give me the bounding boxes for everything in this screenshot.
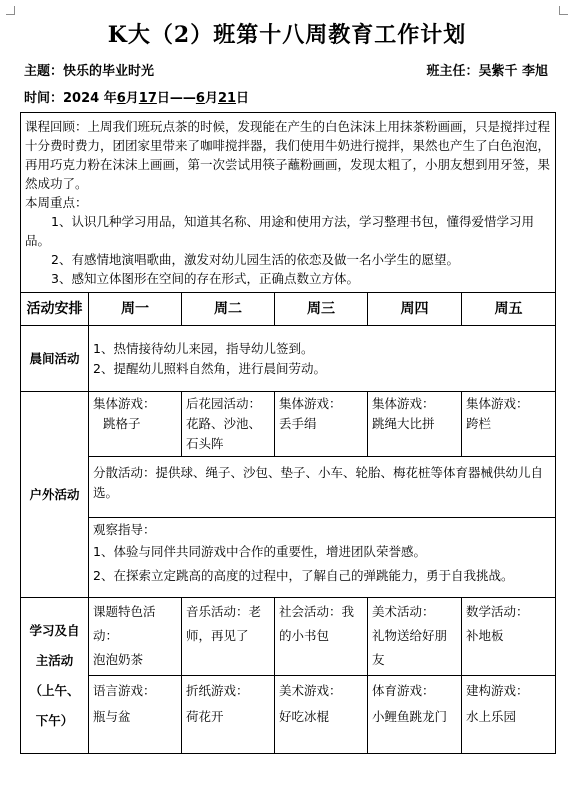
study-label-line: 下午） [35,712,74,728]
study-am-mon [89,598,182,676]
activity-title: 社会活动：我的小书包 [279,604,355,643]
activity-name: 水上乐园 [466,709,517,724]
study-label-line: 学习及自 [29,622,80,638]
study-pm-thu [368,676,462,754]
study-am-tue [182,598,275,676]
observe-cell [89,518,556,598]
activity-name: 荷花开 [186,709,224,724]
activity-name: 小鲤鱼跳龙门 [372,709,448,724]
course-review-text: 课程回顾：上周我们班玩点茶的时候，发现能在产生的白色沫沫上用抹茶粉画画，只是搅拌过程十分费时费力，团团家里带来了咖啡搅拌器，我们使用牛奶进行搅拌，果然也产生了白色泡泡，再用巧克力粉在沫沫上画画，第一次尝试用筷子蘸粉画画，发现太粗了，小朋友想到用牙签，果然成功了。 [25,119,551,191]
activity-title: 折纸游戏： [186,683,249,698]
corner-mark-right [559,6,568,15]
focus-item: 3、感知立体图形在空间的存在形式，正确点数立方体。 [51,271,359,286]
day-header-mon: 周一 [89,293,182,326]
month-unit: 月 [125,91,139,106]
activity-title: 美术活动： [372,604,435,619]
plan-table [20,112,556,754]
activity-title: 美术游戏： [279,683,342,698]
morning-item: 2、提醒幼儿照料自然角，进行晨间劳动。 [93,360,326,376]
day-header-thu: 周四 [368,293,462,326]
corner-mark-left [6,6,15,15]
activity-title: 体育游戏： [372,683,435,698]
activity-name: 瓶与盆 [93,709,131,724]
activity-name: 礼物送给好朋友 [372,628,448,667]
outdoor-observe-row [21,518,556,598]
meta-row [24,60,548,80]
outdoor-game-mon [89,392,182,457]
activity-name: 补地板 [466,628,504,643]
focus-label: 本周重点： [25,195,88,210]
study-pm-tue [182,676,275,754]
outdoor-game-thu [368,392,462,457]
teachers-text: 班主任：吴紫千 李旭 [426,64,548,79]
game-name: 跨栏 [466,416,492,431]
game-name: 花路、沙池、石头阵 [186,416,262,451]
day-header-tue: 周二 [182,293,275,326]
study-am-row [21,598,556,676]
end-month: 6 [195,91,205,106]
morning-row [21,326,556,392]
activity-name: 泡泡奶茶 [93,652,144,667]
study-pm-wed [275,676,368,754]
header-row [21,293,556,326]
start-month: 6 [116,91,126,106]
activity-title: 数学活动： [466,604,529,619]
game-name: 跳绳大比拼 [372,416,435,431]
time-row [24,87,249,106]
focus-item: 1、认识几种学习用品，知道其名称、用途和使用方法，学习整理书包，懂得爱惜学习用品。 [25,214,534,248]
activity-title: 音乐活动：老师，再见了 [186,604,262,643]
outdoor-game-fri [462,392,556,457]
outdoor-label: 户外活动 [21,392,89,598]
game-title: 集体游戏： [372,396,435,411]
activity-title: 课题特色活动： [93,604,156,643]
day-header-wed: 周三 [275,293,368,326]
study-label-line: （上午、 [29,682,80,698]
time-label: 时间：2024 年 [24,91,117,106]
outdoor-game-tue [182,392,275,457]
study-label [21,598,89,754]
study-am-wed [275,598,368,676]
day-unit-dash: 日—— [156,91,196,106]
day-header-fri: 周五 [462,293,556,326]
morning-label: 晨间活动 [21,326,89,392]
study-label-line: 主活动 [35,652,74,668]
activity-title: 建构游戏： [466,683,529,698]
focus-item: 2、有感情地演唱歌曲，激发对幼儿园生活的依恋及做一名小学生的愿望。 [51,252,459,267]
theme-text: 主题：快乐的毕业时光 [24,64,155,79]
study-am-fri [462,598,556,676]
observe-label: 观察指导： [93,522,156,537]
month-unit-2: 月 [204,91,218,106]
game-title: 集体游戏： [93,396,156,411]
outdoor-games-row [21,392,556,457]
study-pm-row [21,676,556,754]
outdoor-free-row [21,457,556,518]
game-name: 跳格子 [103,416,141,431]
review-row [21,113,556,293]
study-am-thu [368,598,462,676]
game-title: 集体游戏： [466,396,529,411]
start-day: 17 [138,91,157,106]
study-pm-fri [462,676,556,754]
game-name: 丢手绢 [279,416,317,431]
activity-name: 好吃冰棍 [279,709,330,724]
game-title: 后花园活动： [186,396,262,411]
outdoor-game-wed [275,392,368,457]
outdoor-free-cell: 分散活动：提供球、绳子、沙包、垫子、小车、轮胎、梅花桩等体育器械供幼儿自选。 [89,457,556,518]
end-day: 21 [217,91,237,106]
observe-item: 1、体验与同伴共同游戏中合作的重要性，增进团队荣誉感。 [93,544,426,559]
morning-cell [89,326,556,392]
header-label: 活动安排 [21,293,89,326]
activity-title: 语言游戏： [93,683,156,698]
day-unit-2: 日 [236,91,250,106]
study-pm-mon [89,676,182,754]
morning-item: 1、热情接待幼儿来园，指导幼儿签到。 [93,340,314,356]
review-cell [21,113,556,293]
observe-item: 2、在探索立定跳高的高度的过程中，了解自己的弹跳能力，勇于自我挑战。 [93,568,514,583]
page-title: K大（2）班第十八周教育工作计划 [107,22,467,48]
game-title: 集体游戏： [279,396,342,411]
